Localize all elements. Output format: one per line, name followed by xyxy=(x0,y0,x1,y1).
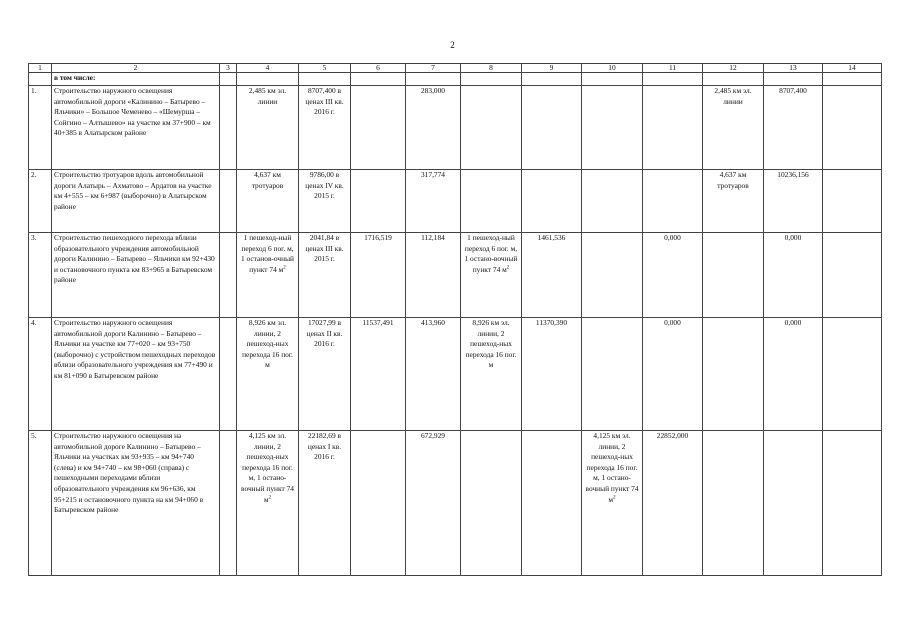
cell-capacity: 8,926 км эл. линии, 2 пешеход-ных перехода 16 пог. м xyxy=(237,318,299,431)
col-num: 9 xyxy=(522,64,582,73)
cell-estimate: 2041,84 в ценах III кв. 2015 г. xyxy=(299,233,351,318)
table-row xyxy=(29,431,882,576)
cell-capacity: 4,125 км эл. линии, 2 пешеход-ных перехода 16 пог. м, 1 остано-вочный пункт 74 $м^2$ xyxy=(582,431,643,576)
cell-estimate: 8707,400 в ценах III кв. 2016 г. xyxy=(299,86,351,170)
subtitle: в том числе: xyxy=(52,73,220,86)
row-description: Строительство пешеходного перехода вблизи образовательного учреждения автомобильной дороги Калинино – Батырево – Яльчики км 92+430 и остановочного пункта км 83+965 в Батыревском районе xyxy=(52,233,220,318)
cell-value: 112,184 xyxy=(406,233,461,318)
cell-capacity: 4,125 км эл. линии, 2 пешеход-ных перехода 16 пог. м, 1 остано-вочный пункт 74 $м^2$ xyxy=(237,431,299,576)
cell-estimate: 9786,00 в ценах IV кв. 2015 г. xyxy=(299,170,351,233)
table-row xyxy=(29,233,882,318)
row-number: 3. xyxy=(29,233,52,318)
column-number-row xyxy=(29,64,882,73)
row-number: 4. xyxy=(29,318,52,431)
cell-value: 283,000 xyxy=(406,86,461,170)
cell-value: 11370,390 xyxy=(522,318,582,431)
row-description: Строительство тротуаров вдоль автомобильной дороги Алатырь – Ахматово – Ардатов на участке км 4+555 – км 6+987 (выборочно) в Алатырском районе xyxy=(52,170,220,233)
cell-capacity: 8,926 км эл. линии, 2 пешеход-ных перехода 16 пог. м xyxy=(461,318,522,431)
cell-value: 22852,000 xyxy=(643,431,703,576)
cell-capacity: 1 пешеход-ный переход 6 пог. м, 1 остано-вочный пункт 74 $м^2$ xyxy=(461,233,522,318)
page-number: 2 xyxy=(450,40,455,50)
row-description: Строительство наружного освещения автомобильной дороги «Калинино – Батырево – Яльчики» – Большое Чеменево – «Шемурша – Сойгино – Алтышево» на участке км 37+900 – км 40+385 в Алатырском районе xyxy=(52,86,220,170)
cell-value: 10236,156 xyxy=(764,170,823,233)
table-row xyxy=(29,86,882,170)
cell-estimate: 22182,69 в ценах I кв. 2016 г. xyxy=(299,431,351,576)
cell-value: 0,000 xyxy=(764,233,823,318)
col-num: 13 xyxy=(764,64,823,73)
col-num: 6 xyxy=(351,64,406,73)
cell-capacity: 4,637 км тротуаров xyxy=(703,170,764,233)
cell-capacity: 1 пешеход-ный переход 6 пог. м, 1 останов-очный пункт 74 $м^2$ xyxy=(237,233,299,318)
col-num: 5 xyxy=(299,64,351,73)
table-row xyxy=(29,318,882,431)
row-description: Строительство наружного освещения автомобильной дороги Калинино – Батырево – Яльчики на участке км 77+020 – км 93+750 (выборочно) с устройством пешеходных переходов вблизи образовательного учреждения км 77+490 и км 81+090 в Батыревском районе xyxy=(52,318,220,431)
investment-table xyxy=(28,63,882,576)
cell-value: 11537,491 xyxy=(351,318,406,431)
cell-capacity: 2,485 км эл. линии xyxy=(703,86,764,170)
cell-value: 8707,400 xyxy=(764,86,823,170)
col-num: 14 xyxy=(823,64,882,73)
cell-value: 413,960 xyxy=(406,318,461,431)
col-num: 2 xyxy=(52,64,220,73)
cell-capacity: 2,485 км эл. линии xyxy=(237,86,299,170)
col-num: 8 xyxy=(461,64,522,73)
col-num: 12 xyxy=(703,64,764,73)
col-num: 4 xyxy=(237,64,299,73)
cell-value: 1716,519 xyxy=(351,233,406,318)
cell-value: 672,929 xyxy=(406,431,461,576)
cell-value: 317,774 xyxy=(406,170,461,233)
cell-value: 0,000 xyxy=(643,318,703,431)
cell-estimate: 17027,99 в ценах II кв. 2016 г. xyxy=(299,318,351,431)
col-num: 7 xyxy=(406,64,461,73)
row-number: 1. xyxy=(29,86,52,170)
cell-value: 1461,536 xyxy=(522,233,582,318)
table-row xyxy=(29,170,882,233)
cell-value: 0,000 xyxy=(643,233,703,318)
row-description: Строительство наружного освещения на автомобильной дороге Калинино – Батырево – Яльчики на участках км 93+935 – км 94+740 (слева) и км 94+740 – км 98+060 (справа) с пешеходными переходами вблизи образовательного учреждения км 96+636, км 95+215 и остановочного пункта на км 94+060 в Батыревском районе xyxy=(52,431,220,576)
cell-capacity: 4,637 км тротуаров xyxy=(237,170,299,233)
col-num: 10 xyxy=(582,64,643,73)
cell-value: 0,000 xyxy=(764,318,823,431)
col-num: 11 xyxy=(643,64,703,73)
row-number: 5. xyxy=(29,431,52,576)
subtitle-row xyxy=(29,73,882,86)
col-num: 3 xyxy=(220,64,237,73)
col-num: 1 xyxy=(29,64,52,73)
row-number: 2. xyxy=(29,170,52,233)
